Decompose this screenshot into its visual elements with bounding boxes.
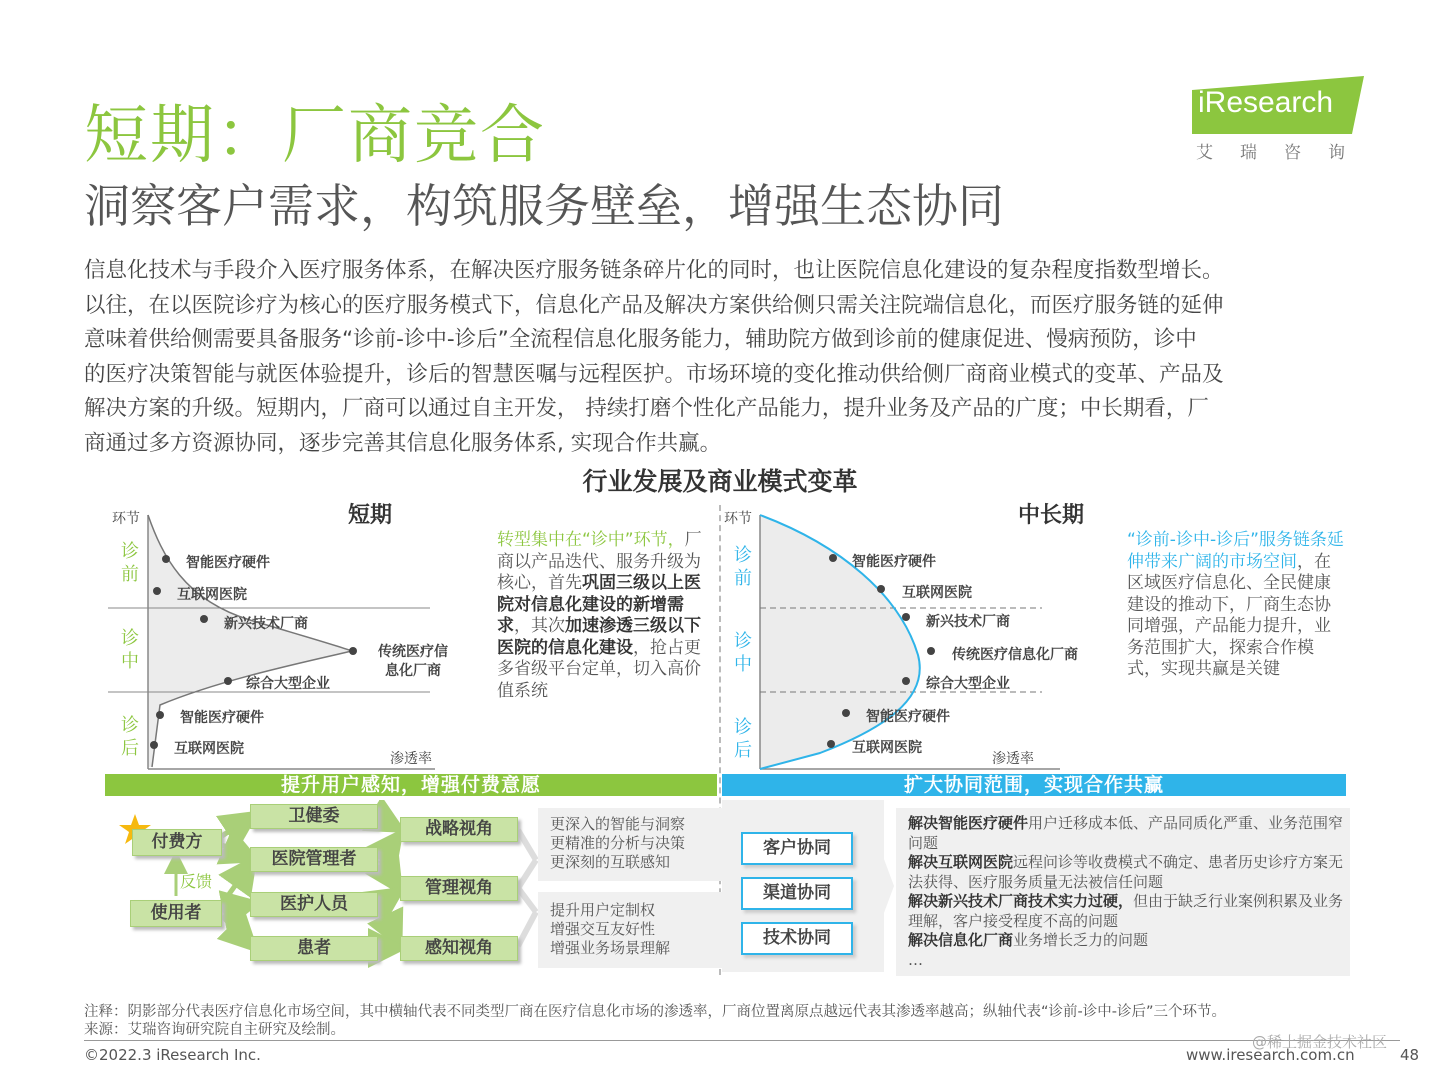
user-box: 使用者 (130, 900, 222, 927)
chart-title: 行业发展及商业模式变革 (582, 467, 858, 496)
desc-highlight: “诊前-诊中-诊后”服务链条延伸带来广阔的市场空间 (1127, 530, 1344, 572)
collab-ellipsis: … (908, 950, 923, 969)
desc-bold: 加速渗透三级以下医院的信息化建设 (497, 616, 701, 658)
short-term-description (497, 530, 707, 702)
stage-pre: 诊前 (121, 541, 139, 585)
outcome-line: 提升用户定制权 (550, 901, 656, 919)
label-emerging-tech: 新兴技术厂商 (926, 614, 1010, 630)
label-internet-hospital-post: 互联网医院 (852, 740, 922, 756)
intro-line: 解决方案的升级。短期内，厂商可以通过自主开发， 持续打磨个性化产品能力，提升业务及产品的广度；中长期看，厂 (84, 396, 1209, 421)
stakeholder-medical-staff: 医护人员 (250, 892, 378, 917)
stakeholder-health-commission: 卫健委 (250, 804, 378, 829)
label-smart-hardware: 智能医疗硬件 (186, 555, 270, 571)
label-large-enterprise: 综合大型企业 (246, 676, 330, 692)
desc-highlight: 转型集中在“诊中”环节， (497, 530, 685, 550)
perspective-perception: 感知视角 (400, 936, 518, 961)
label-smart-hardware: 智能医疗硬件 (852, 554, 936, 570)
long-term-diagram (720, 505, 1120, 775)
stakeholder-patient: 患者 (250, 936, 378, 961)
website-url: www.iresearch.com.cn (1186, 1046, 1355, 1064)
footer-divider (84, 1040, 1400, 1041)
desc-bold: 巩固三级以上医院对信息化建设的新增需求 (497, 573, 701, 636)
label-emerging-tech: 新兴技术厂商 (224, 616, 308, 632)
logo-text: iResearch (1198, 86, 1334, 119)
desc-text: ，抢占更多省级平台定单，切入高价值系统 (497, 637, 701, 701)
long-term-band: 扩大协同范围，实现合作共赢 (722, 774, 1346, 796)
label-internet-hospital: 互联网医院 (902, 585, 972, 601)
collab-item: 解决新兴技术厂商技术实力过硬，但由于缺乏行业案例积累及业务理解，客户接受程度不高的问题 (908, 892, 1344, 930)
payer-box: 付费方 (132, 829, 222, 856)
outcome-line: 增强交互友好性 (550, 920, 656, 938)
short-term-diagram (100, 505, 500, 775)
perspective-strategy: 战略视角 (400, 817, 518, 842)
long-y-axis-label: 环节 (724, 511, 752, 527)
outcome-line: 更精准的分析与决策 (550, 834, 686, 852)
feedback-label: 反馈 (180, 872, 213, 891)
page-subtitle: 洞察客户需求，构筑服务壁垒，增强生态协同 (84, 179, 1004, 233)
intro-line: 商通过多方资源协同，逐步完善其信息化服务体系, 实现合作共赢。 (84, 430, 722, 456)
outcome-line: 更深入的智能与洞察 (550, 815, 686, 833)
outcome-box-2 (538, 892, 728, 968)
channel-collab-button: 渠道协同 (741, 877, 853, 910)
short-x-axis-label: 渗透率 (390, 751, 432, 767)
label-large-enterprise: 综合大型企业 (926, 676, 1010, 692)
stage-pre: 诊前 (734, 545, 752, 589)
outcome-line: 更深刻的互联感知 (550, 853, 671, 871)
watermark: @稀土掘金技术社区 (1252, 1033, 1388, 1051)
intro-line: 信息化技术与手段介入医疗服务体系，在解决医疗服务链条碎片化的同时，也让医院信息化建设的复杂程度指数型增长。 (84, 258, 1224, 283)
page-title: 短期：厂商竞合 (84, 99, 546, 173)
iresearch-logo (1192, 76, 1372, 166)
outcome-box-1 (538, 808, 728, 881)
stage-post: 诊后 (121, 715, 139, 759)
collab-item: 解决信息化厂商业务增长乏力的问题 (908, 931, 1149, 949)
long-term-heading: 中长期 (1018, 503, 1085, 528)
copyright: ©2022.3 iResearch Inc. (84, 1046, 261, 1064)
label-smart-hardware-post: 智能医疗硬件 (866, 709, 950, 725)
customer-collab-button: 客户协同 (741, 832, 853, 865)
intro-paragraph (84, 254, 1374, 461)
intro-line: 意味着供给侧需要具备服务“诊前-诊中-诊后”全流程信息化服务能力，辅助院方做到诊前的健康促进、慢病预防，诊中 (84, 327, 1197, 352)
collab-details (896, 808, 1350, 976)
source-note: 来源：艾瑞咨询研究院自主研究及绘制。 (84, 1022, 345, 1038)
page-number: 48 (1400, 1046, 1420, 1064)
label-traditional-it: 传统医疗信息化厂商 (378, 644, 448, 679)
stage-mid: 诊中 (734, 631, 752, 675)
label-traditional-it: 传统医疗信息化厂商 (952, 647, 1078, 663)
label-internet-hospital-post: 互联网医院 (174, 741, 244, 757)
footnote: 注释：阴影部分代表医疗信息化市场空间，其中横轴代表不同类型厂商在医疗信息化市场的渗透率，厂商位置离原点越远代表其渗透率越高；纵轴代表“诊前-诊中-诊后”三个环节。 (84, 1004, 1226, 1020)
collab-item: 解决智能医疗硬件用户迁移成本低、产品同质化严重、业务范围窄问题 (908, 814, 1344, 852)
short-term-band: 提升用户感知，增强付费意愿 (105, 774, 717, 796)
stakeholder-hospital-manager: 医院管理者 (250, 847, 378, 872)
tech-collab-button: 技术协同 (741, 922, 853, 955)
collab-arrow (862, 800, 894, 972)
long-term-description (1127, 530, 1347, 681)
collab-item: 解决互联网医院远程问诊等收费模式不确定、患者历史诊疗方案无法获得、医疗服务质量无法被信任问题 (908, 853, 1344, 891)
logo-chinese: 艾瑞咨询 (1196, 143, 1372, 163)
short-y-axis-label: 环节 (112, 511, 140, 527)
desc-text: ，在区域医疗信息化、全民健康建设的推动下，厂商生态协同增强，产品能力提升，业务范围扩大，探索合作模式，实现共赢是关键 (1127, 551, 1331, 679)
outcome-line: 增强业务场景理解 (550, 939, 671, 957)
desc-text: ，其次 (514, 616, 565, 636)
perspective-management: 管理视角 (400, 876, 518, 901)
intro-line: 以往，在以医院诊疗为核心的医疗服务模式下，信息化产品及解决方案供给侧只需关注院端信息化，而医疗服务链的延伸 (84, 292, 1224, 318)
intro-line: 的医疗决策智能与就医体验提升，诊后的智慧医嘱与远程医护。市场环境的变化推动供给侧厂商商业模式的变革、产品及 (84, 361, 1224, 387)
stage-post: 诊后 (734, 717, 752, 761)
long-x-axis-label: 渗透率 (992, 751, 1034, 767)
label-internet-hospital: 互联网医院 (177, 587, 247, 603)
desc-text: 厂商以产品迭代、服务升级为核心，首先 (497, 530, 702, 593)
short-term-heading: 短期 (348, 503, 393, 528)
stage-mid: 诊中 (121, 628, 139, 672)
label-smart-hardware-post: 智能医疗硬件 (180, 710, 264, 726)
